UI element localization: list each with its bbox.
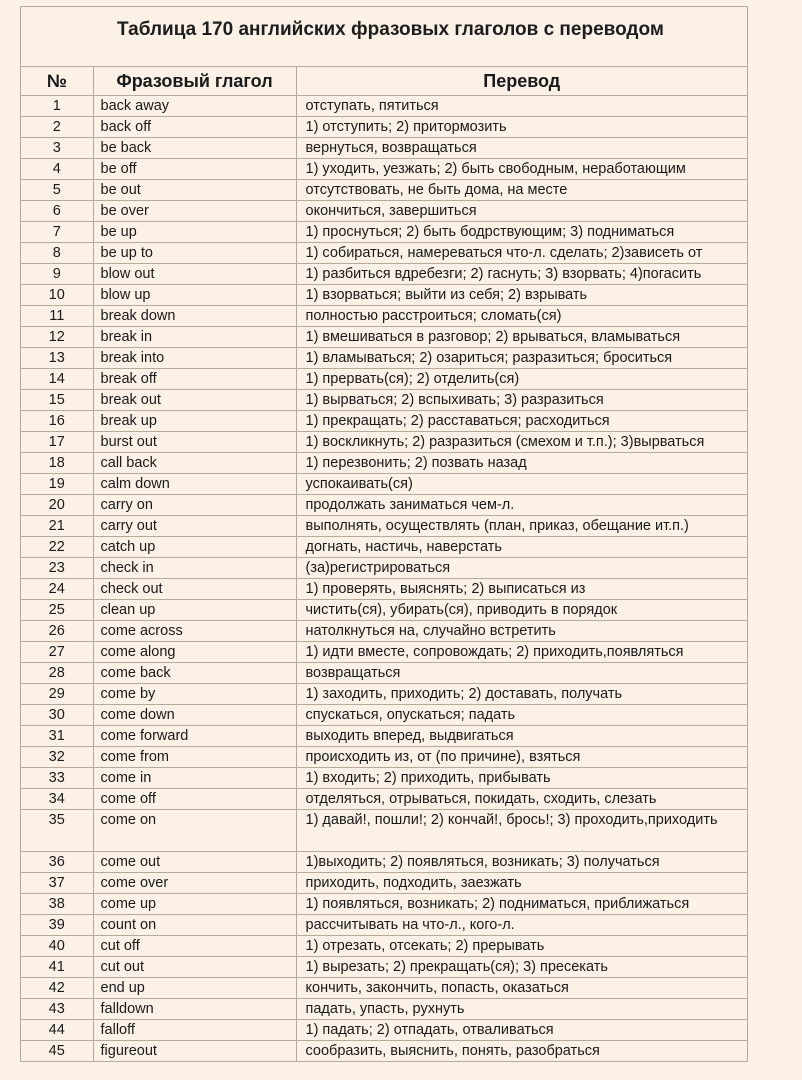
translation: 1) разбиться вдребезги; 2) гаснуть; 3) взорвать; 4)погасить — [296, 264, 747, 285]
translation: 1) вламываться; 2) озариться; разразиться; броситься — [296, 348, 747, 369]
translation: отсутствовать, не быть дома, на месте — [296, 180, 747, 201]
table-row — [21, 747, 747, 768]
translation: 1) собираться, намереваться что-л. сделать; 2)зависеть от — [296, 243, 747, 264]
phrasal-verb: burst out — [93, 432, 296, 453]
table-row — [21, 873, 747, 894]
row-number: 11 — [21, 306, 93, 327]
table-row — [21, 978, 747, 999]
table-row — [21, 474, 747, 495]
column-header-phrasal-verb: Фразовый глагол — [93, 67, 296, 96]
translation: кончить, закончить, попасть, оказаться — [296, 978, 747, 999]
row-number: 32 — [21, 747, 93, 768]
table-row — [21, 348, 747, 369]
table-row — [21, 516, 747, 537]
table-row — [21, 600, 747, 621]
row-number: 6 — [21, 201, 93, 222]
translation: (за)регистрироваться — [296, 558, 747, 579]
table-row — [21, 1041, 747, 1062]
row-number: 24 — [21, 579, 93, 600]
table-row — [21, 726, 747, 747]
column-header-translation: Перевод — [296, 67, 747, 96]
translation: вернуться, возвращаться — [296, 138, 747, 159]
phrasal-verb: come out — [93, 852, 296, 873]
table-row — [21, 810, 747, 852]
phrasal-verb: break into — [93, 348, 296, 369]
phrasal-verb: figureout — [93, 1041, 296, 1062]
table-row — [21, 705, 747, 726]
phrasal-verb: break down — [93, 306, 296, 327]
row-number: 23 — [21, 558, 93, 579]
phrasal-verb: be out — [93, 180, 296, 201]
translation: рассчитывать на что-л., кого-л. — [296, 915, 747, 936]
row-number: 12 — [21, 327, 93, 348]
row-number: 35 — [21, 810, 93, 852]
phrasal-verb: blow up — [93, 285, 296, 306]
row-number: 15 — [21, 390, 93, 411]
translation: 1) прервать(ся); 2) отделить(ся) — [296, 369, 747, 390]
phrasal-verb: come along — [93, 642, 296, 663]
phrasal-verb: come across — [93, 621, 296, 642]
phrasal-verbs-sheet — [20, 6, 748, 1062]
phrasal-verb: be up — [93, 222, 296, 243]
row-number: 44 — [21, 1020, 93, 1041]
phrasal-verb: clean up — [93, 600, 296, 621]
row-number: 27 — [21, 642, 93, 663]
phrasal-verb: come off — [93, 789, 296, 810]
phrasal-verb: come on — [93, 810, 296, 852]
table-row — [21, 495, 747, 516]
row-number: 29 — [21, 684, 93, 705]
phrasal-verb: carry out — [93, 516, 296, 537]
table-row — [21, 369, 747, 390]
phrasal-verb: come over — [93, 873, 296, 894]
translation: 1) вырезать; 2) прекращать(ся); 3) пресекать — [296, 957, 747, 978]
table-row — [21, 180, 747, 201]
row-number: 45 — [21, 1041, 93, 1062]
phrasal-verb: break in — [93, 327, 296, 348]
column-header-number: № — [21, 67, 93, 96]
translation: 1)выходить; 2) появляться, возникать; 3) получаться — [296, 852, 747, 873]
row-number: 26 — [21, 621, 93, 642]
table-row — [21, 915, 747, 936]
table-row — [21, 852, 747, 873]
phrasal-verb: call back — [93, 453, 296, 474]
translation: 1) отрезать, отсекать; 2) прерывать — [296, 936, 747, 957]
phrasal-verb: come from — [93, 747, 296, 768]
table-row — [21, 957, 747, 978]
table-row — [21, 390, 747, 411]
translation: 1) воскликнуть; 2) разразиться (смехом и т.п.); 3)вырваться — [296, 432, 747, 453]
phrasal-verb: catch up — [93, 537, 296, 558]
table-row — [21, 117, 747, 138]
row-number: 36 — [21, 852, 93, 873]
row-number: 21 — [21, 516, 93, 537]
table-row — [21, 1020, 747, 1041]
table-body — [21, 96, 747, 1062]
table-row — [21, 621, 747, 642]
row-number: 25 — [21, 600, 93, 621]
table-row — [21, 936, 747, 957]
phrasal-verb: carry on — [93, 495, 296, 516]
phrasal-verb: back off — [93, 117, 296, 138]
row-number: 31 — [21, 726, 93, 747]
row-number: 16 — [21, 411, 93, 432]
row-number: 37 — [21, 873, 93, 894]
row-number: 20 — [21, 495, 93, 516]
table-row — [21, 285, 747, 306]
row-number: 19 — [21, 474, 93, 495]
row-number: 5 — [21, 180, 93, 201]
translation: 1) заходить, приходить; 2) доставать, получать — [296, 684, 747, 705]
translation: продолжать заниматься чем-л. — [296, 495, 747, 516]
translation: 1) перезвонить; 2) позвать назад — [296, 453, 747, 474]
table-row — [21, 327, 747, 348]
phrasal-verb: come up — [93, 894, 296, 915]
translation: 1) входить; 2) приходить, прибывать — [296, 768, 747, 789]
phrasal-verb: check in — [93, 558, 296, 579]
translation: происходить из, от (по причине), взяться — [296, 747, 747, 768]
translation: возвращаться — [296, 663, 747, 684]
translation: выполнять, осуществлять (план, приказ, обещание ит.п.) — [296, 516, 747, 537]
phrasal-verbs-table — [21, 67, 747, 1062]
row-number: 3 — [21, 138, 93, 159]
translation: 1) взорваться; выйти из себя; 2) взрывать — [296, 285, 747, 306]
table-row — [21, 453, 747, 474]
row-number: 38 — [21, 894, 93, 915]
row-number: 41 — [21, 957, 93, 978]
row-number: 7 — [21, 222, 93, 243]
phrasal-verb: be off — [93, 159, 296, 180]
translation: отделяться, отрываться, покидать, сходить, слезать — [296, 789, 747, 810]
phrasal-verb: be over — [93, 201, 296, 222]
table-row — [21, 579, 747, 600]
row-number: 13 — [21, 348, 93, 369]
translation: сообразить, выяснить, понять, разобраться — [296, 1041, 747, 1062]
phrasal-verb: come back — [93, 663, 296, 684]
table-row — [21, 768, 747, 789]
translation: падать, упасть, рухнуть — [296, 999, 747, 1020]
translation: 1) уходить, уезжать; 2) быть свободным, неработающим — [296, 159, 747, 180]
table-row — [21, 222, 747, 243]
table-row — [21, 642, 747, 663]
translation: 1) проверять, выяснять; 2) выписаться из — [296, 579, 747, 600]
row-number: 30 — [21, 705, 93, 726]
table-row — [21, 411, 747, 432]
row-number: 14 — [21, 369, 93, 390]
translation: приходить, подходить, заезжать — [296, 873, 747, 894]
translation: выходить вперед, выдвигаться — [296, 726, 747, 747]
translation: полностью расстроиться; сломать(ся) — [296, 306, 747, 327]
table-row — [21, 432, 747, 453]
table-header-row — [21, 67, 747, 96]
row-number: 39 — [21, 915, 93, 936]
phrasal-verb: check out — [93, 579, 296, 600]
translation: 1) проснуться; 2) быть бодрствующим; 3) подниматься — [296, 222, 747, 243]
phrasal-verb: back away — [93, 96, 296, 117]
row-number: 34 — [21, 789, 93, 810]
phrasal-verb: be back — [93, 138, 296, 159]
table-row — [21, 558, 747, 579]
row-number: 2 — [21, 117, 93, 138]
row-number: 8 — [21, 243, 93, 264]
phrasal-verb: come forward — [93, 726, 296, 747]
translation: успокаивать(ся) — [296, 474, 747, 495]
document-title: Таблица 170 английских фразовых глаголов с переводом — [21, 7, 747, 67]
phrasal-verb: cut out — [93, 957, 296, 978]
row-number: 28 — [21, 663, 93, 684]
phrasal-verb: come down — [93, 705, 296, 726]
translation: окончиться, завершиться — [296, 201, 747, 222]
table-row — [21, 96, 747, 117]
table-row — [21, 789, 747, 810]
translation: спускаться, опускаться; падать — [296, 705, 747, 726]
phrasal-verb: end up — [93, 978, 296, 999]
phrasal-verb: come in — [93, 768, 296, 789]
row-number: 10 — [21, 285, 93, 306]
phrasal-verb: break up — [93, 411, 296, 432]
translation: 1) появляться, возникать; 2) подниматься, приближаться — [296, 894, 747, 915]
phrasal-verb: calm down — [93, 474, 296, 495]
translation: 1) вмешиваться в разговор; 2) врываться, вламываться — [296, 327, 747, 348]
translation: натолкнуться на, случайно встретить — [296, 621, 747, 642]
translation: 1) отступить; 2) притормозить — [296, 117, 747, 138]
phrasal-verb: cut off — [93, 936, 296, 957]
row-number: 17 — [21, 432, 93, 453]
table-row — [21, 264, 747, 285]
phrasal-verb: falldown — [93, 999, 296, 1020]
table-row — [21, 894, 747, 915]
row-number: 9 — [21, 264, 93, 285]
row-number: 42 — [21, 978, 93, 999]
translation: 1) прекращать; 2) расставаться; расходиться — [296, 411, 747, 432]
table-row — [21, 537, 747, 558]
phrasal-verb: come by — [93, 684, 296, 705]
phrasal-verb: be up to — [93, 243, 296, 264]
phrasal-verb: falloff — [93, 1020, 296, 1041]
row-number: 43 — [21, 999, 93, 1020]
table-row — [21, 138, 747, 159]
table-row — [21, 243, 747, 264]
table-row — [21, 663, 747, 684]
translation: чистить(ся), убирать(ся), приводить в порядок — [296, 600, 747, 621]
translation: 1) давай!, пошли!; 2) кончай!, брось!; 3) проходить,приходить — [296, 810, 747, 852]
translation: догнать, настичь, наверстать — [296, 537, 747, 558]
translation: 1) идти вместе, сопровождать; 2) приходить,появляться — [296, 642, 747, 663]
table-row — [21, 306, 747, 327]
row-number: 33 — [21, 768, 93, 789]
row-number: 40 — [21, 936, 93, 957]
table-row — [21, 159, 747, 180]
translation: 1) вырваться; 2) вспыхивать; 3) разразиться — [296, 390, 747, 411]
phrasal-verb: break out — [93, 390, 296, 411]
phrasal-verb: break off — [93, 369, 296, 390]
phrasal-verb: blow out — [93, 264, 296, 285]
row-number: 22 — [21, 537, 93, 558]
table-row — [21, 684, 747, 705]
translation: 1) падать; 2) отпадать, отваливаться — [296, 1020, 747, 1041]
row-number: 4 — [21, 159, 93, 180]
table-row — [21, 201, 747, 222]
phrasal-verb: count on — [93, 915, 296, 936]
row-number: 1 — [21, 96, 93, 117]
row-number: 18 — [21, 453, 93, 474]
table-row — [21, 999, 747, 1020]
translation: отступать, пятиться — [296, 96, 747, 117]
